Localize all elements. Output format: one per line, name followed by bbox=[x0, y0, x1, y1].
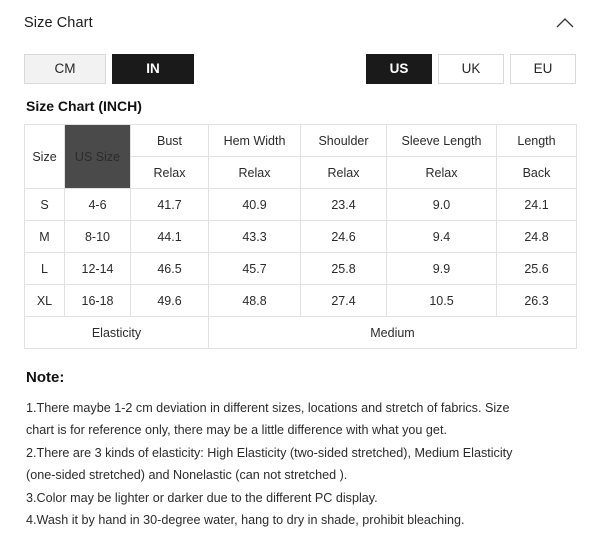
subheader-bust: Relax bbox=[131, 157, 209, 189]
chevron-up-icon[interactable] bbox=[554, 12, 576, 34]
note-line: 1.There maybe 1-2 cm deviation in different sizes, locations and stretch of fabrics. Size bbox=[26, 401, 510, 415]
cell-size: L bbox=[25, 253, 65, 285]
column-header-size: Size bbox=[25, 125, 65, 189]
column-header-us-size: US Size bbox=[65, 125, 131, 189]
size-chart-table bbox=[24, 124, 577, 349]
cell-hem: 48.8 bbox=[209, 285, 301, 317]
size-chart-header bbox=[24, 0, 576, 44]
table-row bbox=[25, 253, 577, 285]
region-option-uk[interactable]: UK bbox=[438, 54, 504, 84]
cell-bust: 49.6 bbox=[131, 285, 209, 317]
note-line: chart is for reference only, there may be a little difference with what you get. bbox=[26, 423, 447, 438]
cell-sleeve: 9.4 bbox=[387, 221, 497, 253]
cell-hem: 45.7 bbox=[209, 253, 301, 285]
cell-us-size: 4-6 bbox=[65, 189, 131, 221]
region-toggle-group bbox=[366, 54, 576, 84]
column-header-length: Length bbox=[497, 125, 577, 157]
page-title: Size Chart bbox=[24, 15, 93, 31]
table-caption: Size Chart (INCH) bbox=[26, 98, 142, 114]
cell-hem: 43.3 bbox=[209, 221, 301, 253]
cell-shoulder: 23.4 bbox=[301, 189, 387, 221]
cell-us-size: 12-14 bbox=[65, 253, 131, 285]
cell-shoulder: 24.6 bbox=[301, 221, 387, 253]
cell-length: 26.3 bbox=[497, 285, 577, 317]
cell-bust: 46.5 bbox=[131, 253, 209, 285]
unit-option-in[interactable]: IN bbox=[112, 54, 194, 84]
cell-bust: 44.1 bbox=[131, 221, 209, 253]
subheader-length: Back bbox=[497, 157, 577, 189]
region-option-eu[interactable]: EU bbox=[510, 54, 576, 84]
cell-shoulder: 27.4 bbox=[301, 285, 387, 317]
table-header-row bbox=[25, 125, 577, 157]
cell-sleeve: 10.5 bbox=[387, 285, 497, 317]
table-row bbox=[25, 189, 577, 221]
region-option-us[interactable]: US bbox=[366, 54, 432, 84]
note-line: 2.There are 3 kinds of elasticity: High Elasticity (two-sided stretched), Medium Elasticity bbox=[26, 445, 513, 460]
cell-sleeve: 9.0 bbox=[387, 189, 497, 221]
elasticity-row bbox=[25, 317, 577, 349]
cell-length: 24.8 bbox=[497, 221, 577, 253]
subheader-hem-width: Relax bbox=[209, 157, 301, 189]
column-header-sleeve-length: Sleeve Length bbox=[387, 125, 497, 157]
unit-option-cm[interactable]: CM bbox=[24, 54, 106, 84]
cell-sleeve: 9.9 bbox=[387, 253, 497, 285]
unit-toggle-group bbox=[24, 54, 194, 84]
elasticity-value: Medium bbox=[209, 317, 577, 349]
cell-us-size: 16-18 bbox=[65, 285, 131, 317]
cell-bust: 41.7 bbox=[131, 189, 209, 221]
note-line: (one-sided stretched) and Nonelastic (can not stretched ). bbox=[26, 468, 348, 483]
cell-size: XL bbox=[25, 285, 65, 317]
cell-length: 24.1 bbox=[497, 189, 577, 221]
cell-shoulder: 25.8 bbox=[301, 253, 387, 285]
cell-hem: 40.9 bbox=[209, 189, 301, 221]
table-row bbox=[25, 285, 577, 317]
table-row bbox=[25, 221, 577, 253]
cell-size: M bbox=[25, 221, 65, 253]
note-title: Note: bbox=[26, 369, 65, 386]
note-line: 3.Color may be lighter or darker due to the different PC display. bbox=[26, 490, 378, 505]
unit-region-toggles bbox=[24, 54, 576, 84]
subheader-sleeve-length: Relax bbox=[387, 157, 497, 189]
cell-size: S bbox=[25, 189, 65, 221]
column-header-shoulder: Shoulder bbox=[301, 125, 387, 157]
cell-length: 25.6 bbox=[497, 253, 577, 285]
subheader-shoulder: Relax bbox=[301, 157, 387, 189]
cell-us-size: 8-10 bbox=[65, 221, 131, 253]
note-line: 4.Wash it by hand in 30-degree water, hang to dry in shade, prohibit bleaching. bbox=[26, 512, 465, 527]
column-header-hem-width: Hem Width bbox=[209, 125, 301, 157]
column-header-bust: Bust bbox=[131, 125, 209, 157]
elasticity-label: Elasticity bbox=[25, 317, 209, 349]
